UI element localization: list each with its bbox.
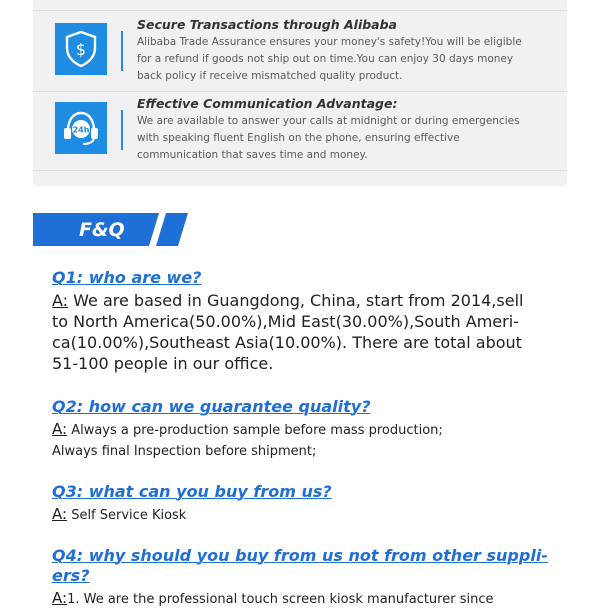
feature-title: Secure Transactions through Alibaba [137,17,397,32]
faq-banner [33,213,188,246]
svg-text:24h: 24h [72,125,90,135]
faq-title: F&Q [79,219,125,241]
answer: A:1. We are the professional touch screen kiosk manufacturer since [52,589,494,607]
answer-label: A: [52,420,68,438]
faq-item-q2 [52,397,552,462]
separator [121,31,123,71]
faq-item-q4 [52,546,552,610]
answer-label: A: [52,291,69,310]
question: Q4: why should you buy from us not from other suppli- ers? [52,546,548,585]
question: Q2: how can we guarantee quality? [52,397,371,416]
shield-dollar-icon [55,23,107,75]
faq-item-q1 [52,268,552,374]
faq-item-q3 [52,482,552,526]
feature-description: Alibaba Trade Assurance ensures your money's safety!You will be eligible for a refund if goods not ship out on time.You can enjoy 30 days money back policy if receive mismatched quality product. [137,36,522,82]
separator [121,110,123,150]
question: Q3: what can you buy from us? [52,482,332,501]
answer-label: A: [52,505,68,523]
answer: A: Self Service Kiosk [52,505,187,523]
answer-label: A: [52,589,68,607]
feature-communication [33,90,567,171]
feature-description: We are available to answer your calls at midnight or during emergencies with speaking fluent English on the phone, ensuring effective communication that saves time and money. [137,115,520,161]
feature-panel [33,0,567,186]
svg-text:$: $ [75,40,87,59]
answer: A: We are based in Guangdong, China, start from 2014,sell to North America(50.00%),Mid East(30.00%),South Ameri- ca(10.00%),Southeast Asia(10.00%). There are total about 51-100 people in our office. [52,291,524,373]
question: Q1: who are we? [52,268,202,287]
answer: A: Always a pre-production sample before mass production; Always final Inspection before shipment; [52,420,443,459]
feature-secure-transactions [33,10,567,92]
24h-headset-icon [55,102,107,154]
feature-title: Effective Communication Advantage: [137,96,398,111]
